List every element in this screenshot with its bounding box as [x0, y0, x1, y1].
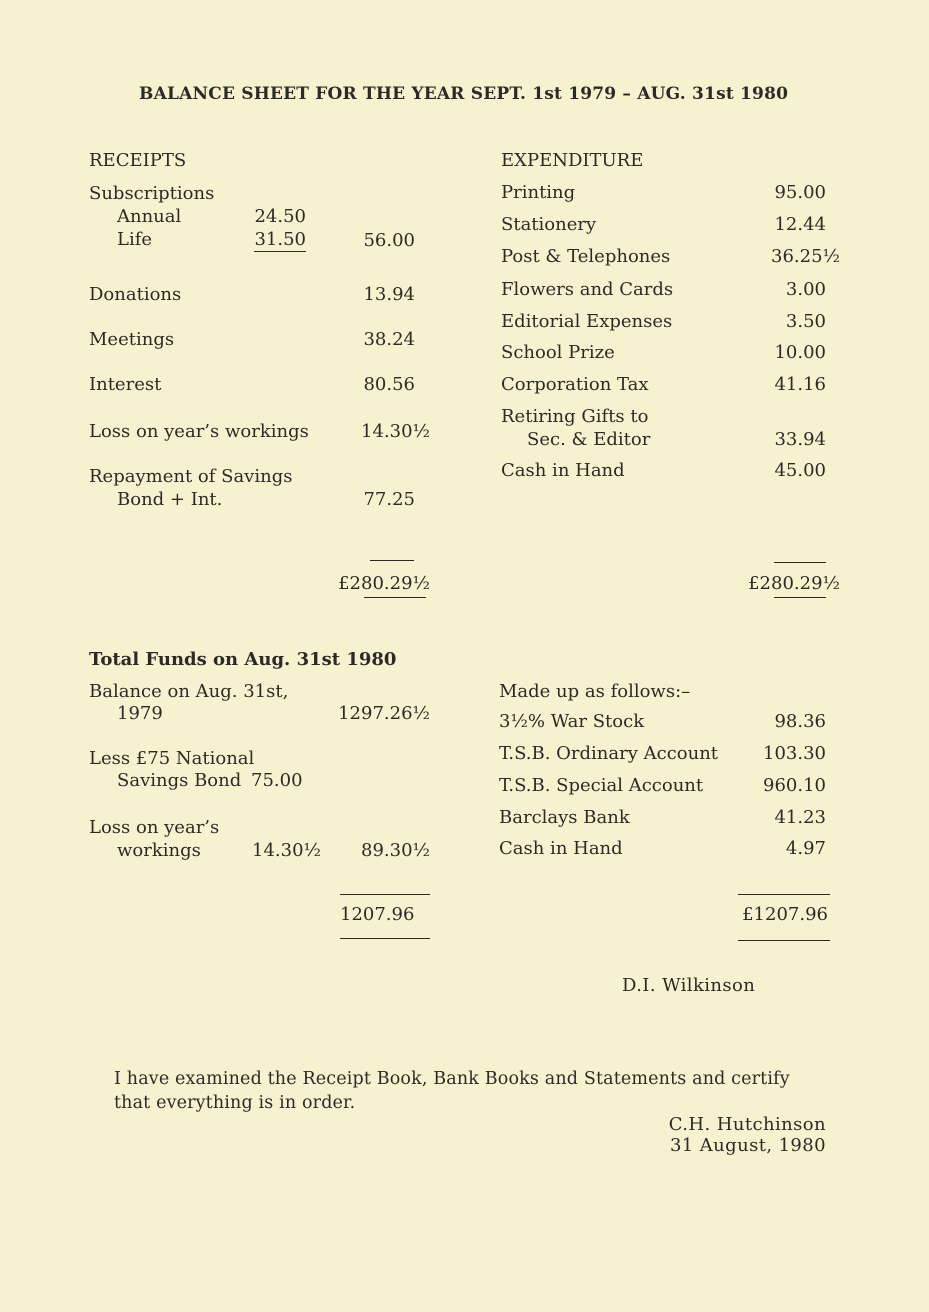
expenditure-total-rule	[774, 562, 826, 563]
meetings-label: Meetings	[89, 329, 175, 350]
funds-total-rule	[340, 894, 430, 895]
certification-line-1: I have examined the Receipt Book, Bank Books and Statements and certify	[114, 1069, 790, 1089]
expenditure-item-value: 10.00	[774, 342, 826, 363]
made-up-total: £1207.96	[742, 904, 828, 925]
expenditure-item-label: Post & Telephones	[501, 246, 671, 267]
expenditure-item-label: School Prize	[501, 342, 615, 363]
made-up-heading: Made up as follows:–	[499, 681, 691, 702]
life-underline	[254, 251, 306, 252]
cash-in-hand-label: Cash in Hand	[501, 460, 625, 481]
meetings-value: 38.24	[363, 329, 415, 350]
expenditure-item-label: Printing	[501, 182, 576, 203]
expenditure-item-value: 36.25½	[771, 246, 840, 267]
made-up-item-label: Cash in Hand	[499, 838, 623, 859]
expenditure-item-label: Corporation Tax	[501, 374, 649, 395]
retiring-gifts-label-cont: Sec. & Editor	[527, 429, 651, 450]
life-label: Life	[117, 229, 153, 250]
total-funds-heading: Total Funds on Aug. 31st 1980	[89, 649, 397, 670]
retiring-gifts-label: Retiring Gifts to	[501, 406, 649, 427]
expenditure-total: £280.29½	[748, 573, 840, 594]
subscriptions-label: Subscriptions	[89, 183, 215, 204]
funds-total-underline	[340, 938, 430, 939]
made-up-item-value: 98.36	[774, 711, 826, 732]
repayment-value: 77.25	[363, 489, 415, 510]
loss-label: Loss on year’s workings	[89, 421, 309, 442]
interest-label: Interest	[89, 374, 162, 395]
certification-date: 31 August, 1980	[669, 1135, 826, 1156]
repayment-label: Repayment of Savings	[89, 466, 293, 487]
loss-value: 14.30½	[361, 421, 430, 442]
retiring-gifts-value: 33.94	[774, 429, 826, 450]
funds-loss-sub: 14.30½	[252, 840, 321, 861]
subscriptions-total: 56.00	[363, 230, 415, 251]
expenditure-total-underline	[774, 597, 826, 598]
donations-value: 13.94	[363, 284, 415, 305]
expenditure-item-value: 41.16	[774, 374, 826, 395]
receipts-heading: RECEIPTS	[89, 150, 187, 171]
document-title: BALANCE SHEET FOR THE YEAR SEPT. 1st 1979 – AUG. 31st 1980	[139, 84, 789, 104]
made-up-total-underline	[738, 940, 830, 941]
repayment-label-cont: Bond + Int.	[117, 489, 223, 510]
made-up-item-label: Barclays Bank	[499, 807, 630, 828]
less-national-label: Less £75 National	[89, 748, 255, 769]
balance-label-year: 1979	[117, 703, 163, 724]
expenditure-item-value: 12.44	[774, 214, 826, 235]
receipts-total-rule	[370, 560, 414, 561]
interest-value: 80.56	[363, 374, 415, 395]
life-value: 31.50	[254, 229, 306, 250]
expenditure-item-label: Stationery	[501, 214, 597, 235]
made-up-item-value: 41.23	[774, 807, 826, 828]
donations-label: Donations	[89, 284, 182, 305]
funds-loss-total: 89.30½	[361, 840, 430, 861]
expenditure-item-label: Editorial Expenses	[501, 311, 673, 332]
receipts-total-underline	[364, 597, 426, 598]
made-up-item-value: 960.10	[763, 775, 826, 796]
made-up-item-label: T.S.B. Ordinary Account	[499, 743, 719, 764]
made-up-total-rule	[738, 894, 830, 895]
expenditure-item-label: Flowers and Cards	[501, 279, 674, 300]
balance-label: Balance on Aug. 31st,	[89, 681, 289, 702]
cash-in-hand-value: 45.00	[774, 460, 826, 481]
expenditure-item-value: 3.50	[785, 311, 826, 332]
auditor-name: C.H. Hutchinson	[668, 1114, 826, 1135]
treasurer-name: D.I. Wilkinson	[622, 975, 756, 996]
balance-value: 1297.26½	[338, 703, 430, 724]
made-up-item-value: 4.97	[785, 838, 826, 859]
annual-value: 24.50	[254, 206, 306, 227]
expenditure-heading: EXPENDITURE	[501, 150, 644, 171]
receipts-total: £280.29½	[338, 573, 430, 594]
annual-label: Annual	[117, 206, 182, 227]
expenditure-item-value: 3.00	[785, 279, 826, 300]
made-up-item-value: 103.30	[763, 743, 826, 764]
funds-total: 1207.96	[340, 904, 415, 925]
savings-bond-value: 75.00	[251, 770, 303, 791]
funds-loss-label: Loss on year’s	[89, 817, 220, 838]
made-up-item-label: T.S.B. Special Account	[499, 775, 704, 796]
expenditure-item-value: 95.00	[774, 182, 826, 203]
made-up-item-label: 3½% War Stock	[499, 711, 645, 732]
savings-bond-label: Savings Bond	[117, 770, 242, 791]
funds-loss-label-cont: workings	[117, 840, 201, 861]
certification-line-2: that everything is in order.	[114, 1093, 356, 1113]
